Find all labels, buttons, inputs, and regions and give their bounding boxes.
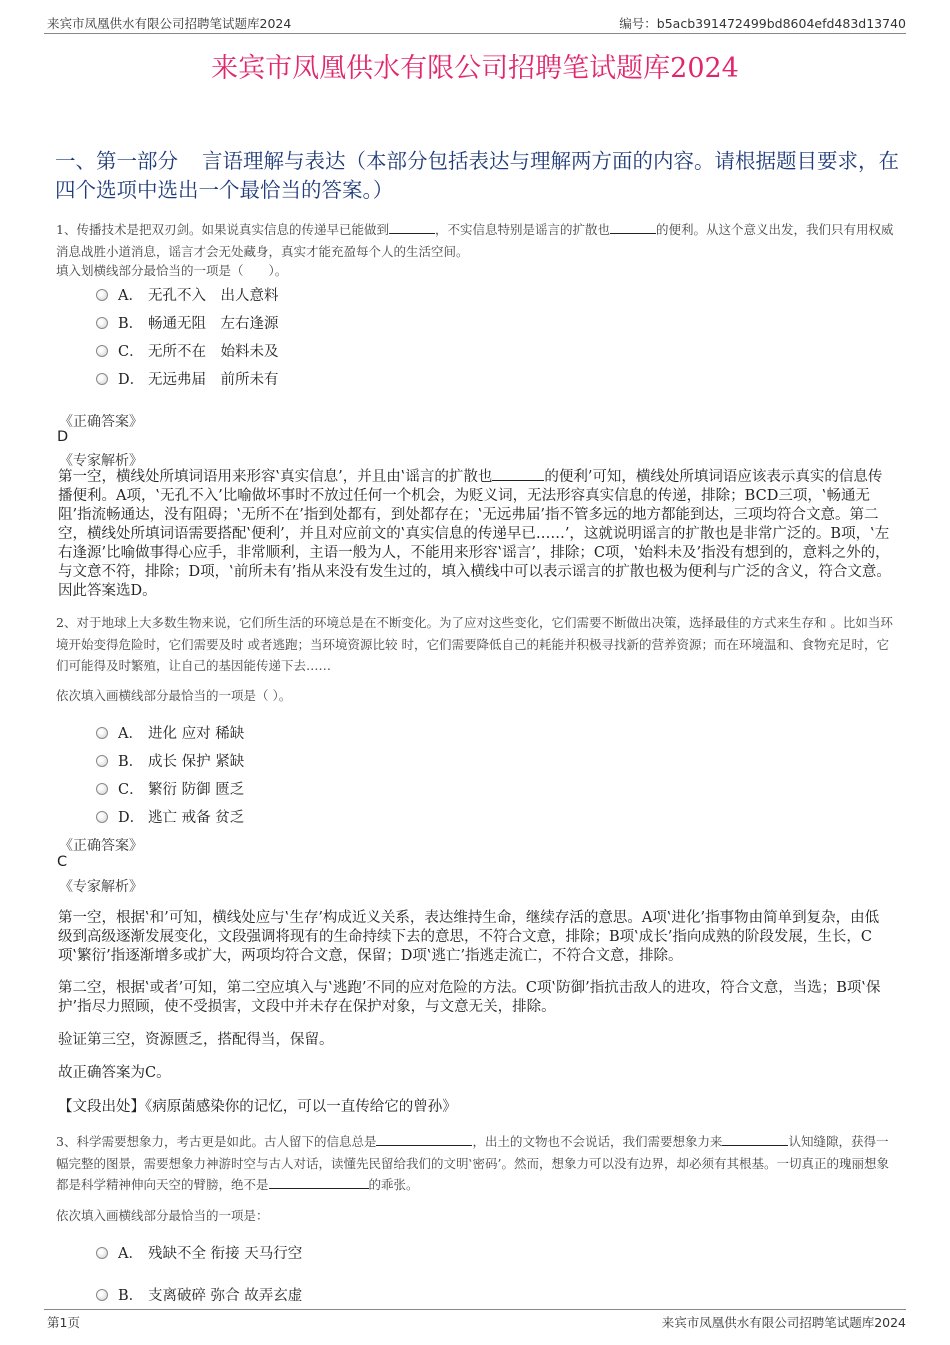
option-letter: B． xyxy=(118,316,144,332)
q3-text-d: 的乖张。 xyxy=(368,1177,419,1192)
option-text: 无远弗届 前所未有 xyxy=(148,372,279,388)
option-letter: D． xyxy=(118,810,145,826)
question-2-text: 2、对于地球上大多数生物来说，它们所生活的环境总是在不断变化。为了应对这些变化，它们需要不断做出决策，选择最佳的方式来生存和 。比如当环境开始变得危险时，它们需要及时 或者逃跑；当环境资源比较 时，它们需要降低自己的耗能并积极寻找新的营养资源；而在环境温和、食物充足时，它们可能得及时繁殖，让自己的基因能传递下去…… xyxy=(56,615,893,673)
q1-option-a[interactable] xyxy=(96,284,279,305)
radio-icon[interactable] xyxy=(96,727,108,739)
option-letter: A． xyxy=(118,726,143,742)
q2-source: 【文段出处】《病原菌感染你的记忆，可以一直传给它的曾孙》 xyxy=(58,1099,457,1115)
q2-option-d[interactable] xyxy=(96,806,244,827)
question-3-prompt: 依次填入画横线部分最恰当的一项是： xyxy=(56,1208,269,1223)
q2-analysis-p4: 故正确答案为C。 xyxy=(58,1065,171,1081)
answer-label: 《正确答案》 xyxy=(59,414,143,430)
q2-option-b[interactable] xyxy=(96,750,244,771)
q3-text-a: 3、科学需要想象力，考古更是如此。古人留下的信息总是 xyxy=(56,1134,377,1149)
footer-divider xyxy=(44,1309,906,1310)
radio-icon[interactable] xyxy=(96,317,108,329)
section-heading xyxy=(55,147,905,205)
option-letter: A． xyxy=(118,1246,143,1262)
blank xyxy=(389,221,435,234)
question-1-text xyxy=(56,219,896,262)
q2-analysis-p2: 第二空，根据‛或者’可知，第二空应填入与‛逃跑’不同的应对危险的方法。C项‛防御’指抗击敌人的进攻，符合文意，当选；B项‛保护’指尽力照顾，使不受损害，文段中并未存在保护对象，与文意无关，排除。 xyxy=(58,980,881,1015)
question-1-prompt: 填入划横线部分最恰当的一项是（ ）。 xyxy=(56,263,288,278)
option-text: 逃亡 戒备 贫乏 xyxy=(148,810,245,826)
question-2-prompt: 依次填入画横线部分最恰当的一项是（ ）。 xyxy=(56,688,292,703)
q1-text-c: 的便利。从这个意义出发，我们只有用权威消息战胜小道消息，谣言才会无处藏身，真实才能充盈每个人的生活空间。 xyxy=(56,222,894,259)
radio-icon[interactable] xyxy=(96,755,108,767)
option-text: 支离破碎 弥合 故弄玄虚 xyxy=(148,1288,303,1304)
question-3-text xyxy=(56,1131,896,1196)
q1-answer: D xyxy=(57,429,69,445)
section-part: 一、第一部分 xyxy=(55,149,178,173)
analysis-label: 《专家解析》 xyxy=(59,879,143,895)
radio-icon[interactable] xyxy=(96,1247,108,1259)
answer-label: 《正确答案》 xyxy=(59,838,143,854)
radio-icon[interactable] xyxy=(96,783,108,795)
option-text: 畅通无阻 左右逢源 xyxy=(148,316,279,332)
page-number: 第1页 xyxy=(47,1315,80,1330)
option-letter: D． xyxy=(118,372,145,388)
header-divider xyxy=(44,33,906,34)
option-letter: B． xyxy=(118,754,144,770)
q2-option-a[interactable] xyxy=(96,722,244,743)
option-letter: B． xyxy=(118,1288,144,1304)
option-text: 进化 应对 稀缺 xyxy=(148,726,245,742)
q3-option-a[interactable] xyxy=(96,1242,302,1263)
q3-text-b: ，出土的文物也不会说话，我们需要想象力来 xyxy=(472,1134,723,1149)
q1-analysis xyxy=(58,468,892,601)
radio-icon[interactable] xyxy=(96,373,108,385)
header-doc-title: 来宾市凤凰供水有限公司招聘笔试题库2024 xyxy=(47,16,292,31)
option-text: 无孔不入 出人意料 xyxy=(148,288,279,304)
q1-analysis-a: 第一空，横线处所填词语用来形容‛真实信息’，并且由‛谣言的扩散也 xyxy=(58,469,493,485)
option-text: 成长 保护 紧缺 xyxy=(148,754,245,770)
q2-analysis-p3: 验证第三空，资源匮乏，搭配得当，保留。 xyxy=(58,1032,334,1048)
section-text: 言语理解与表达（本部分包括表达与理解两方面的内容。请根据题目要求，在四个选项中选出一个最恰当的答案。） xyxy=(55,149,899,202)
header-doc-id: 编号：b5acb391472499bd8604efd483d13740 xyxy=(619,16,906,31)
q1-option-d[interactable] xyxy=(96,368,279,389)
blank xyxy=(610,221,656,234)
blank xyxy=(722,1133,788,1146)
q1-text-b: ，不实信息特别是谣言的扩散也 xyxy=(434,222,610,237)
option-letter: C． xyxy=(118,344,144,360)
q3-text-c: 认知缝隙，获得一幅完整的图景，需要想象力神游时空与古人对话，读懂先民留给我们的文明‛密码’。然而，想象力可以没有边界，却必须有其根基。一切真正的瑰丽想象都是科学精神伸向天空的臂膀，绝不是 xyxy=(56,1134,889,1192)
q3-option-b[interactable] xyxy=(96,1284,302,1305)
radio-icon[interactable] xyxy=(96,811,108,823)
blank xyxy=(376,1133,472,1146)
q1-text-a: 1、传播技术是把双刃剑。如果说真实信息的传递早已能做到 xyxy=(56,222,389,237)
option-text: 繁衍 防御 匮乏 xyxy=(148,782,245,798)
page-title: 来宾市凤凰供水有限公司招聘笔试题库2024 xyxy=(211,53,739,84)
radio-icon[interactable] xyxy=(96,345,108,357)
q2-option-c[interactable] xyxy=(96,778,244,799)
radio-icon[interactable] xyxy=(96,289,108,301)
radio-icon[interactable] xyxy=(96,1289,108,1301)
q2-answer: C xyxy=(57,854,68,870)
q2-analysis-p1: 第一空，根据‛和’可知，横线处应与‛生存’构成近义关系，表达维持生命，继续存活的意思。A项‛进化’指事物由简单到复杂，由低级到高级逐渐发展变化，文段强调将现有的生命持续下去的意思，不符合文意，排除；B项‛成长’指向成熟的阶段发展，生长，C项‛繁衍’指逐渐增多或扩大，两项均符合文意，保留；D项‛逃亡’指逃走流亡，不符合文意，排除。 xyxy=(58,910,880,964)
q1-option-b[interactable] xyxy=(96,312,279,333)
option-text: 无所不在 始料未及 xyxy=(148,344,279,360)
blank xyxy=(492,468,544,481)
analysis-label: 《专家解析》 xyxy=(59,453,143,469)
q1-analysis-b: 的便利’可知，横线处所填词语应该表示真实的信息传播便利。A项，‛无孔不入’比喻做坏事时不放过任何一个机会，为贬义词，无法形容真实信息的传递，排除；BCD三项，‛畅通无阻’指流畅通达，没有阻碍；‛无所不在’指到处都有，到处都存在；‛无远弗届’指不管多远的地方都能到达，三项均符合文意。第二空，横线处所填词语需要搭配‛便利’，并且对应前文的‛真实信息的传递早已……’，这就说明谣言的扩散也是非常广泛的。B项，‛左右逢源’比喻做事得心应手，非常顺利，主语一般为人，不能用来形容‛谣言’，排除；C项，‛始料未及’指没有想到的，意料之外的，与文意不符，排除；D项，‛前所未有’指从来没有发生过的，填入横线中可以表示谣言的扩散也极为便利与广泛的含义，符合文意。因此答案选D。 xyxy=(58,469,891,599)
option-letter: A． xyxy=(118,288,143,304)
q1-option-c[interactable] xyxy=(96,340,279,361)
blank xyxy=(269,1176,369,1189)
footer-doc-title: 来宾市凤凰供水有限公司招聘笔试题库2024 xyxy=(661,1315,906,1330)
option-text: 残缺不全 衔接 天马行空 xyxy=(148,1246,303,1262)
option-letter: C． xyxy=(118,782,144,798)
